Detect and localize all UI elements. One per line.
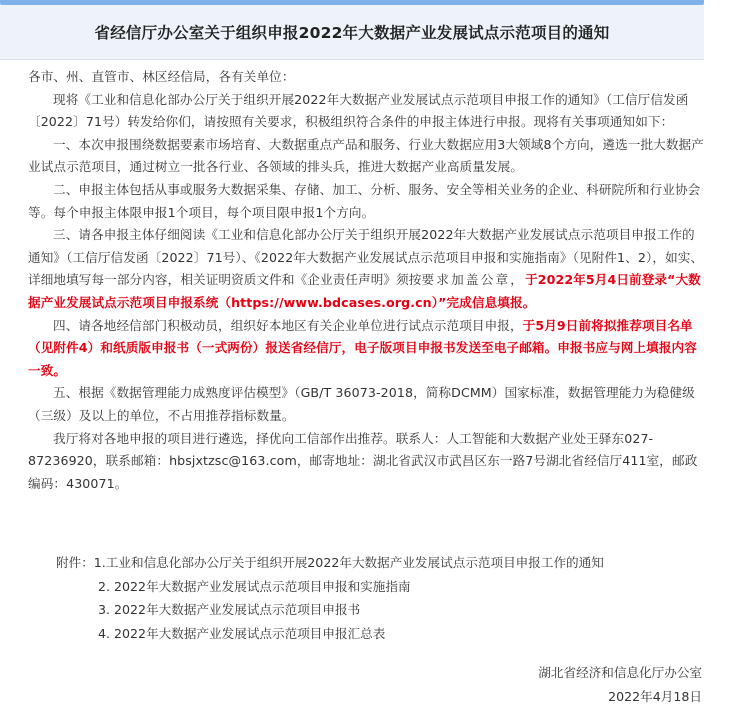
paragraph-item-1: 一、本次申报围绕数据要素市场培育、大数据重点产品和服务、行业大数据应用3大领域8个方向，遴选一批大数据产业试点示范项目，通过树立一批各行业、各领域的排头兵，推进大数据产业高质量发展。 [28, 136, 704, 175]
attachment-item: 4. 2022年大数据产业发展试点示范项目申报汇总表 [98, 625, 386, 641]
paragraph-item-3 [28, 224, 704, 314]
attachment-item: 3. 2022年大数据产业发展试点示范项目申报书 [98, 602, 361, 617]
salutation: 各市、州、直管市、林区经信局，各有关单位： [28, 69, 295, 84]
paragraph-item-2: 二、申报主体包括从事或服务大数据采集、存储、加工、分析、服务、安全等相关业务的企业、科研院所和行业协会等。每个申报主体限申报1个项目，每个项目限申报1个方向。 [28, 181, 701, 220]
title-banner [0, 5, 704, 60]
notice-body [28, 66, 704, 495]
sign-date: 2022年4月18日 [608, 688, 702, 704]
item-4-text: 四、请各地经信部门积极动员，组织好本地区有关企业单位进行试点示范项目申报， [53, 317, 523, 333]
paragraph-item-5: 五、根据《数据管理能力成熟度评估模型》（GB/T 36073-2018，简称DCMM）国家标准，数据管理能力为稳健级（三级）及以上的单位，不占用推荐指标数量。 [28, 385, 695, 423]
sign-organization: 湖北省经济和信息化厅办公室 [538, 665, 702, 680]
item-4-deadline-highlight: 于5月9日前将拟推荐项目名单（见附件4）和纸质版申报书（一式两份）报送省经信厅，电子版项目申报书发送至电子邮箱。申报书应与网上填报内容一致。 [28, 317, 697, 378]
paragraph-intro: 现将《工业和信息化部办公厅关于组织开展2022年大数据产业发展试点示范项目申报工作的通知》（工信厅信发函〔2022〕71号）转发给你们，请按照有关要求，积极组织符合条件的申报主体进行申报。现将有关事项通知如下： [28, 91, 689, 130]
paragraph-contact: 我厅将对各地申报的项目进行遴选，择优向工信部作出推荐。联系人：人工智能和大数据产业处王驿东027-87236920，联系邮箱：hbsjxtzsc@163.com，邮寄地址：湖北省武汉市武昌区东一路7号湖北省经信厅411室，邮政编码：430071。 [28, 430, 698, 491]
attachment-list [56, 551, 706, 645]
item-3-text: 三、请各申报主体仔细阅读《工业和信息化部办公厅关于组织开展2022年大数据产业发展试点示范项目申报工作的通知》（工信厅信发函〔2022〕71号）、《2022年大数据产业发展试点示范项目申报和实施指南》（见附件1、2），如实、详细地填写每一部分内容，相关证明资质文件和《企业责任声明》须按 [28, 227, 704, 288]
signature-block [538, 661, 702, 708]
attachment-item: 2. 2022年大数据产业发展试点示范项目申报和实施指南 [98, 578, 411, 594]
paragraph-item-4 [28, 315, 704, 383]
page-title: 省经信厅办公室关于组织申报2022年大数据产业发展试点示范项目的通知 [94, 24, 610, 42]
attachment-item: 附件：1.工业和信息化部办公厅关于组织开展2022年大数据产业发展试点示范项目申报工作的通知 [56, 555, 604, 570]
item-3-seal-text: 要求加盖公章， [421, 272, 526, 288]
item-3-deadline-highlight: 于2022年5月4日前登录“大数据产业发展试点示范项目申报系统（https://www.bdcases.org.cn）”完成信息填报。 [28, 272, 701, 310]
